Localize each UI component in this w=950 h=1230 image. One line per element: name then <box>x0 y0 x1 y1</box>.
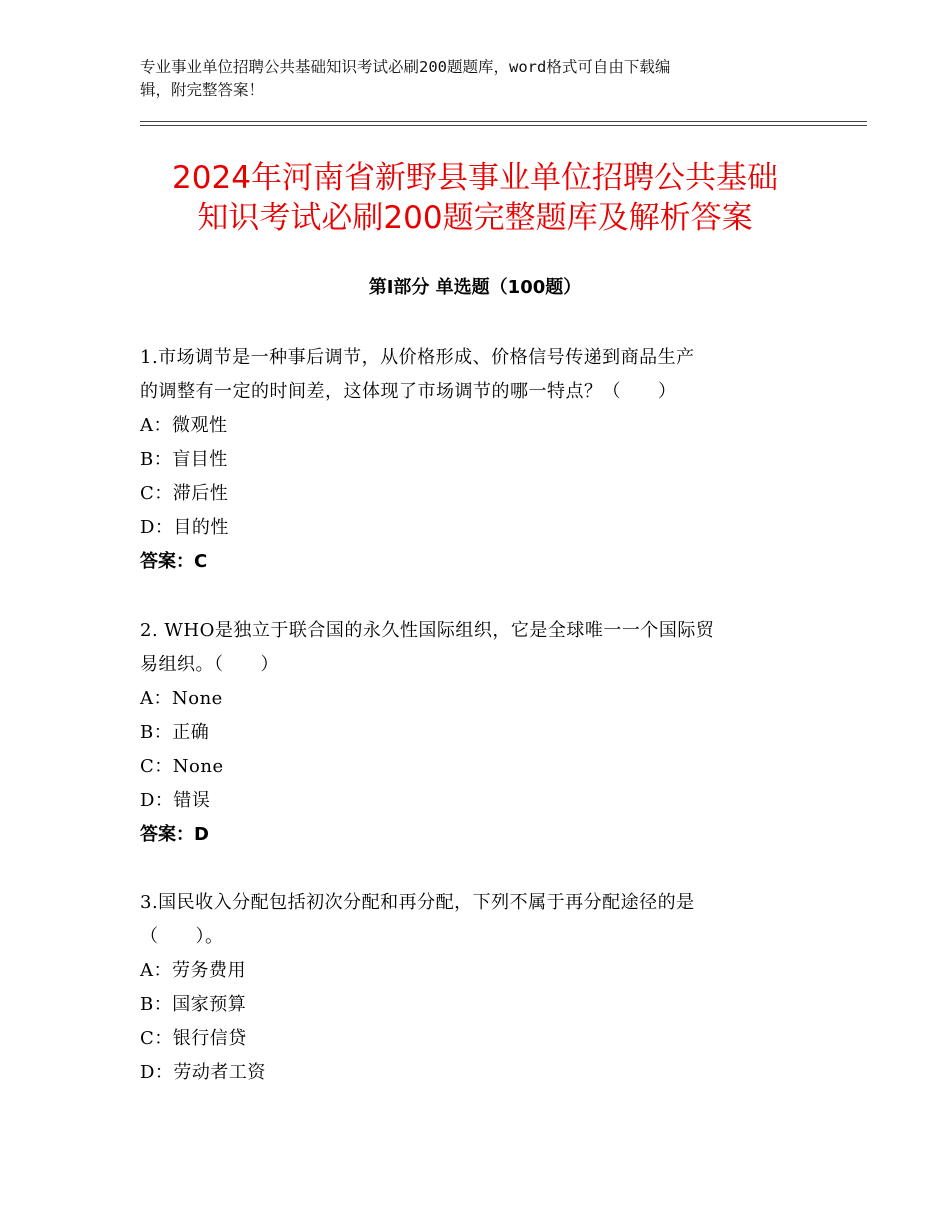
header-divider <box>140 121 867 126</box>
answer-label: 答案：C <box>140 551 208 572</box>
question-stem-line: 1.市场调节是一种事后调节，从价格形成、价格信号传递到商品生产 <box>140 347 695 368</box>
question-item <box>140 341 820 579</box>
option-d: D：目的性 <box>140 517 229 538</box>
question-stem <box>140 341 820 409</box>
option-b: B：盲目性 <box>140 449 228 470</box>
option-c: C：滞后性 <box>140 483 229 504</box>
option-d: D：劳动者工资 <box>140 1062 266 1083</box>
question-stem-line: （ ）。 <box>140 926 224 947</box>
question-stem-line: 2. WHO是独立于联合国的永久性国际组织，它是全球唯一一个国际贸 <box>140 620 715 641</box>
header-note <box>140 56 790 102</box>
option-d: D：错误 <box>140 790 211 811</box>
question-item <box>140 614 820 852</box>
title-line: 知识考试必刷200题完整题库及解析答案 <box>197 200 753 236</box>
header-note-line: 专业事业单位招聘公共基础知识考试必刷200题题库，word格式可自由下载编 <box>140 58 671 76</box>
option-c: C：None <box>140 756 224 777</box>
question-stem-line: 易组织。（ ） <box>140 654 279 675</box>
question-stem <box>140 614 820 682</box>
option-c: C：银行信贷 <box>140 1028 247 1049</box>
answer-label: 答案：D <box>140 824 209 845</box>
question-stem-line: 3.国民收入分配包括初次分配和再分配，下列不属于再分配途径的是 <box>140 892 695 913</box>
question-stem <box>140 886 820 954</box>
page-title <box>100 158 850 238</box>
option-b: B：正确 <box>140 722 210 743</box>
option-b: B：国家预算 <box>140 994 247 1015</box>
question-item <box>140 886 820 1090</box>
title-line: 2024年河南省新野县事业单位招聘公共基础 <box>172 160 778 196</box>
header-note-line: 辑，附完整答案！ <box>140 81 265 99</box>
option-a: A：None <box>140 688 223 709</box>
option-a: A：劳务费用 <box>140 960 246 981</box>
option-a: A：微观性 <box>140 415 228 436</box>
section-heading: 第Ⅰ部分 单选题（100题） <box>368 277 582 298</box>
question-stem-line: 的调整有一定的时间差，这体现了市场调节的哪一特点？（ ） <box>140 381 677 402</box>
